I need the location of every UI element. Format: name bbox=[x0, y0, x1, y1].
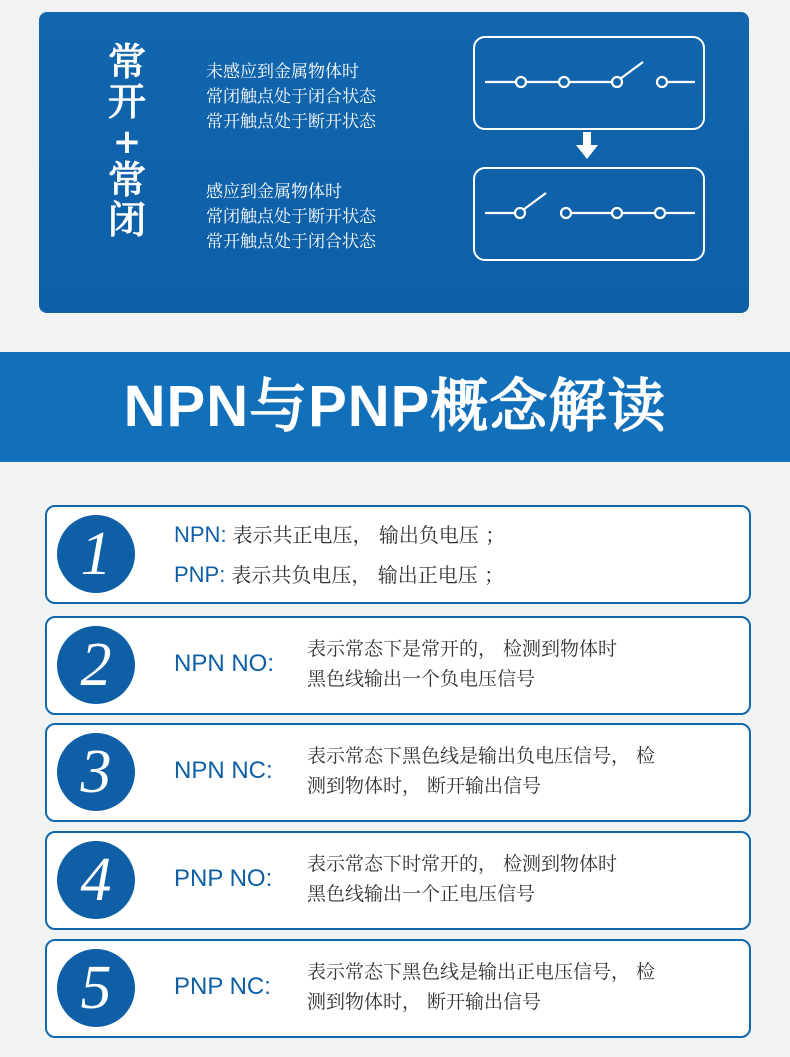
number-badge-text: 4 bbox=[80, 846, 112, 914]
switch-state-panel bbox=[39, 12, 749, 313]
concept-card-4 bbox=[45, 831, 751, 930]
card-text: 表示共正电压， 输出负电压 ； bbox=[232, 523, 506, 547]
card-text-line: 测到物体时， 断开输出信号 bbox=[307, 775, 542, 797]
section-title-band bbox=[0, 352, 790, 462]
vertical-title bbox=[105, 42, 149, 240]
concept-card-3 bbox=[45, 723, 751, 822]
type-code: PNP: bbox=[174, 562, 226, 587]
number-badge-text: 3 bbox=[80, 738, 112, 806]
card-text-line: 黑色线输出一个负电压信号 bbox=[307, 668, 536, 690]
number-badge-text: 5 bbox=[80, 954, 112, 1022]
state-closed-description bbox=[206, 180, 376, 255]
concept-card-2 bbox=[45, 616, 751, 715]
card-text bbox=[307, 957, 655, 1017]
concept-card-5 bbox=[45, 939, 751, 1038]
card-text-line: 黑色线输出一个正电压信号 bbox=[307, 883, 536, 905]
type-code: NPN NO: bbox=[174, 650, 275, 677]
state-line: 常闭触点处于闭合状态 bbox=[206, 87, 376, 107]
vertical-title-char: 常 bbox=[107, 40, 146, 84]
card-text bbox=[307, 741, 655, 801]
card-text-line: 测到物体时， 断开输出信号 bbox=[307, 991, 542, 1013]
number-badge bbox=[57, 733, 135, 811]
card-text bbox=[307, 634, 617, 694]
type-code: NPN: bbox=[174, 522, 227, 547]
card-text bbox=[307, 849, 617, 909]
number-badge bbox=[57, 841, 135, 919]
number-badge bbox=[57, 515, 135, 593]
type-code: PNP NO: bbox=[174, 865, 273, 892]
state-line: 感应到金属物体时 bbox=[206, 182, 342, 202]
card-text-line: 表示常态下黑色线是输出正电压信号， 检 bbox=[307, 961, 656, 983]
state-line: 常开触点处于断开状态 bbox=[206, 112, 376, 132]
number-badge bbox=[57, 626, 135, 704]
card-line bbox=[174, 559, 504, 588]
vertical-title-char: 开 bbox=[107, 80, 146, 124]
card-text-line: 表示常态下黑色线是输出负电压信号， 检 bbox=[307, 745, 656, 767]
card-text-line: 表示常态下时常开的， 检测到物体时 bbox=[307, 853, 618, 875]
number-badge-text: 1 bbox=[80, 520, 112, 588]
switch-diagram-closed bbox=[473, 167, 705, 261]
state-line: 未感应到金属物体时 bbox=[206, 62, 359, 82]
vertical-title-char: 常 bbox=[107, 158, 146, 202]
section-title: NPN与PNP概念解读 bbox=[123, 374, 667, 439]
card-line bbox=[174, 519, 505, 548]
state-line: 常闭触点处于断开状态 bbox=[206, 207, 376, 227]
number-badge-text: 2 bbox=[80, 631, 112, 699]
down-arrow-icon bbox=[576, 132, 598, 164]
vertical-title-plus: + bbox=[112, 122, 142, 162]
state-line: 常开触点处于闭合状态 bbox=[206, 232, 376, 252]
switch-diagram-open bbox=[473, 36, 705, 130]
concept-card-1 bbox=[45, 505, 751, 604]
type-code: PNP NC: bbox=[174, 973, 271, 1000]
vertical-title-char: 闭 bbox=[107, 198, 146, 242]
switch-open-icon bbox=[475, 38, 702, 127]
type-code: NPN NC: bbox=[174, 757, 273, 784]
switch-closed-icon bbox=[475, 169, 702, 258]
card-text: 表示共负电压， 输出正电压 ； bbox=[231, 563, 505, 587]
card-text-line: 表示常态下是常开的， 检测到物体时 bbox=[307, 638, 618, 660]
state-open-description bbox=[206, 60, 376, 135]
number-badge bbox=[57, 949, 135, 1027]
